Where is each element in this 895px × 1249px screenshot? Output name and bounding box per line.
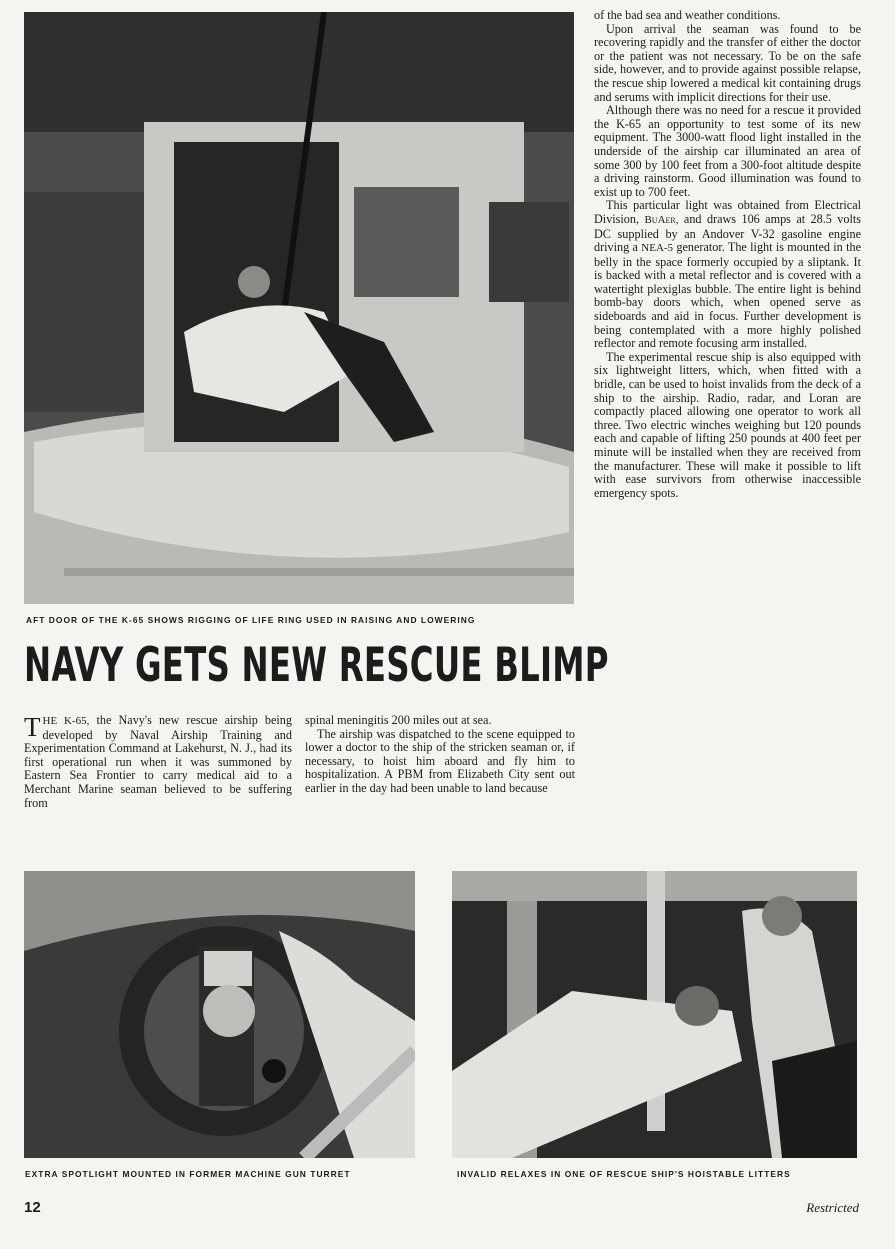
article-paragraph: spinal meningitis 200 miles out at sea. [305,713,492,727]
spotlight-image [24,871,415,1158]
photo-caption-spotlight: EXTRA SPOTLIGHT MOUNTED IN FORMER MACHINE GUN TURRET [25,1169,351,1179]
article-column-3 [594,9,861,500]
photo-invalid-litter [452,871,857,1158]
article-headline: NAVY GETS NEW RESCUE BLIMP [24,638,609,693]
article-column-1 [24,714,292,810]
airship-door-image [24,12,574,604]
classification-label: Restricted [806,1200,859,1215]
photo-caption-aft-door: AFT DOOR OF THE K-65 SHOWS RIGGING OF LIFE RING USED IN RAISING AND LOWERING [26,615,476,625]
article-paragraph: This particular light was obtained from Electrical Division, BuAer, and draws 106 amps at 28.5 volts DC supplied by an Andover V-32 gasoline engine driving a NEA-5 generator. The light is mounted in the belly in the space formerly occupied by a sliptank. It is backed with a metal reflector and is covered with a watertight plexiglas bubble. The entire light is behind bomb-bay doors which, when opened serve as sideboards and aid in focus. Further development is being contemplated with a more highly polished reflector and remote focusing arm installed. [594,198,862,351]
article-intro-paragraph: THE K-65, the Navy's new rescue airship being developed by Naval Airship Training and Experimentation Command at Lakehurst, N. J., had its first operational run when it was summoned by Eastern Sea Frontier to carry medical aid to a Merchant Marine seaman believed to be suffering from [24,712,292,810]
article-paragraph: The airship was dispatched to the scene equipped to lower a doctor to the ship of the stricken seaman or, if necessary, to hoist him aboard and fly him to hospitalization. A PBM from Elizabeth City sent out earlier in the day had been unable to land because [305,726,575,795]
drop-cap: T [24,712,41,742]
article-paragraph: Upon arrival the seaman was found to be recovering rapidly and the transfer of either the doctor or the patient was not necessary. To be on the safe side, however, and to provide against possible relapse, the rescue ship lowered a medical kit containing drugs and serums with implicit directions for their use. [594,21,861,104]
page-number: 12 [24,1199,41,1216]
litter-image [452,871,857,1158]
photo-airship-aft-door [24,12,574,604]
article-paragraph: Although there was no need for a rescue it provided the K-65 an opportunity to test some of its new equipment. The 3000-watt flood light installed in the underside of the airship car illuminated an area of some 300 by 100 feet from a 300-foot altitude despite a driving rainstorm. Good illumination was found to exist up to 700 feet. [594,103,861,199]
photo-caption-litter: INVALID RELAXES IN ONE OF RESCUE SHIP'S HOISTABLE LITTERS [457,1169,791,1179]
article-paragraph: The experimental rescue ship is also equipped with six lightweight litters, which, when fitted with a bridle, can be used to hoist invalids from the deck of a ship to the airship. Radio, radar, and Loran are compactly placed allowing one operator to work all three. Two electric winches weighing but 120 pounds each and capable of lifting 250 pounds at 400 feet per minute will be installed when they are received from the manufacturer. These will make it possible to lift with ease survivors from otherwise inaccessible emergency spots. [594,349,861,500]
article-paragraph: of the bad sea and weather conditions. [594,8,781,22]
article-column-2 [305,714,575,796]
photo-spotlight-turret [24,871,415,1158]
